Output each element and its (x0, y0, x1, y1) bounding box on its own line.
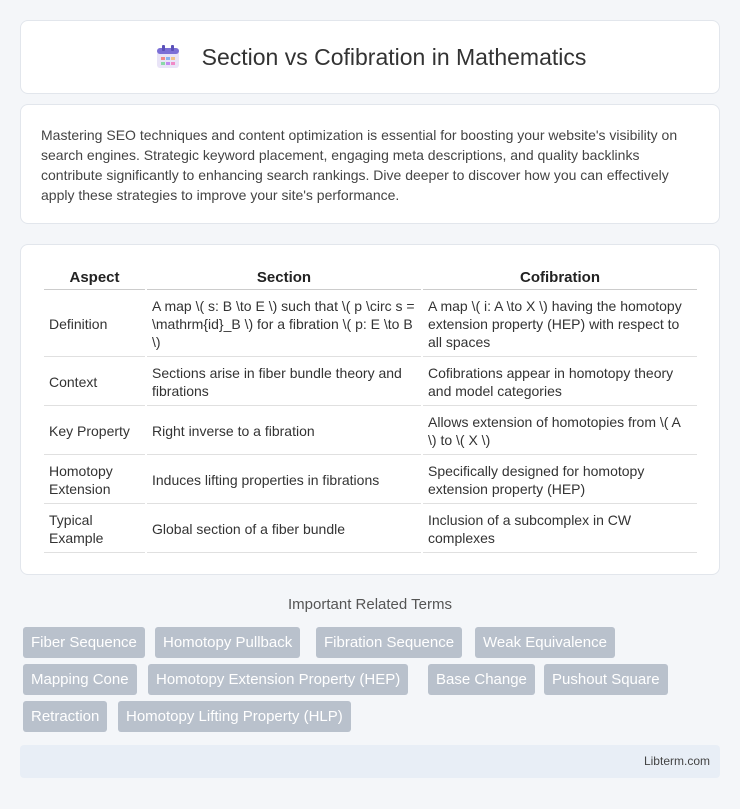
tag-fiber-sequence[interactable]: Fiber Sequence (23, 627, 145, 658)
intro-text: Mastering SEO techniques and content optimization is essential for boosting your website's visibility on search engines. Strategic keyword placement, engaging meta descriptions, and quality backlinks contribute significantly to enhancing search rankings. Dive deeper to discover how you can effectively apply these strategies to improve your site's performance. (41, 127, 678, 203)
cell-aspect: Key Property (44, 408, 145, 455)
header-aspect: Aspect (44, 267, 145, 290)
tag-homotopy-lifting-property[interactable]: Homotopy Lifting Property (HLP) (118, 701, 351, 732)
cell-cofibration: A map \( i: A \to X \) having the homotopy extension property (HEP) with respect to all spaces (423, 292, 697, 357)
table-row (44, 506, 697, 553)
page-title: Section vs Cofibration in Mathematics (201, 43, 587, 70)
cell-cofibration: Cofibrations appear in homotopy theory and model categories (423, 359, 697, 406)
tag-fibration-sequence[interactable]: Fibration Sequence (316, 627, 462, 658)
header-cofibration: Cofibration (423, 267, 697, 290)
comparison-table (42, 265, 699, 555)
cell-section: Global section of a fiber bundle (147, 506, 421, 553)
tag-pushout-square[interactable]: Pushout Square (544, 664, 668, 695)
tag-homotopy-extension-property[interactable]: Homotopy Extension Property (HEP) (148, 664, 408, 695)
cell-aspect: Context (44, 359, 145, 406)
cell-cofibration: Allows extension of homotopies from \( A \) to \( X \) (423, 408, 697, 455)
cell-section: Sections arise in fiber bundle theory and fibrations (147, 359, 421, 406)
header-section: Section (147, 267, 421, 290)
cell-section: Induces lifting properties in fibrations (147, 457, 421, 504)
table-row (44, 457, 697, 504)
cell-aspect: Typical Example (44, 506, 145, 553)
tag-retraction[interactable]: Retraction (23, 701, 107, 732)
calendar-icon (154, 43, 182, 71)
tag-weak-equivalence[interactable]: Weak Equivalence (475, 627, 615, 658)
header-card (20, 20, 720, 94)
intro-card (20, 104, 720, 224)
cell-section: A map \( s: B \to E \) such that \( p \circ s = \mathrm{id}_B \) for a fibration \( p: E \to B \) (147, 292, 421, 357)
table-row (44, 408, 697, 455)
table-row (44, 292, 697, 357)
cell-cofibration: Inclusion of a subcomplex in CW complexes (423, 506, 697, 553)
comparison-card (20, 244, 720, 575)
cell-aspect: Homotopy Extension (44, 457, 145, 504)
footer (20, 745, 720, 778)
tag-base-change[interactable]: Base Change (428, 664, 535, 695)
table-row (44, 359, 697, 406)
cell-aspect: Definition (44, 292, 145, 357)
footer-site-link[interactable]: Libterm.com (643, 754, 710, 768)
related-terms-title: Important Related Terms (288, 596, 452, 613)
cell-cofibration: Specifically designed for homotopy extension property (HEP) (423, 457, 697, 504)
cell-section: Right inverse to a fibration (147, 408, 421, 455)
tag-homotopy-pullback[interactable]: Homotopy Pullback (155, 627, 300, 658)
tag-mapping-cone[interactable]: Mapping Cone (23, 664, 137, 695)
